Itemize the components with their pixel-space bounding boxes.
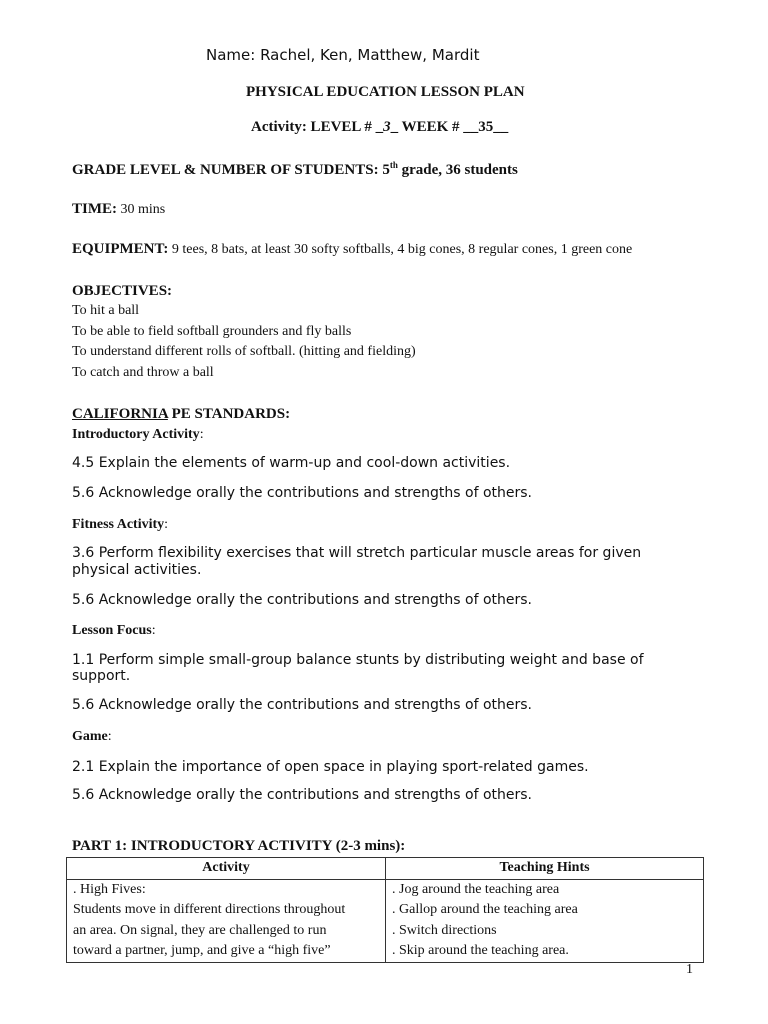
table-row — [67, 900, 704, 921]
part1-heading: PART 1: INTRODUCTORY ACTIVITY (2-3 mins): — [72, 838, 406, 854]
activity-line — [251, 119, 508, 136]
equipment-line — [72, 241, 632, 258]
game-label: Game: — [72, 729, 112, 744]
lesson-focus-label: Lesson Focus: — [72, 623, 156, 638]
page-number: 1 — [686, 962, 693, 977]
time-label: TIME: — [72, 201, 117, 217]
standard-item: 4.5 Explain the elements of warm-up and cool-down activities. — [72, 455, 511, 471]
objective-item: To understand different rolls of softball. (hitting and fielding) — [72, 344, 416, 359]
standards-state: CALIFORNIA — [72, 406, 168, 422]
grade-value: grade, 36 students — [397, 162, 518, 178]
standard-item-continuation: support. — [72, 668, 131, 684]
grade-superscript: th — [389, 160, 398, 170]
activity-cell: . High Fives: — [67, 879, 386, 900]
time-value: 30 mins — [117, 202, 166, 217]
intro-activity-table — [66, 857, 704, 963]
fitness-activity-label: Fitness Activity: — [72, 517, 169, 532]
time-line — [72, 201, 165, 218]
standard-item: 2.1 Explain the importance of open space in playing sport-related games. — [72, 759, 589, 775]
table-row — [67, 941, 704, 962]
standards-heading — [72, 406, 290, 423]
hint-cell: . Switch directions — [386, 921, 704, 942]
document-title: PHYSICAL EDUCATION LESSON PLAN — [246, 84, 525, 100]
standard-item: 3.6 Perform flexibility exercises that will stretch particular muscle areas for given — [72, 545, 642, 561]
objectives-heading: OBJECTIVES: — [72, 283, 173, 299]
activity-week: _ WEEK # __35__ — [390, 119, 509, 135]
activity-cell: Students move in different directions throughout — [67, 900, 386, 921]
grade-label: GRADE LEVEL & NUMBER OF STUDENTS: 5 — [72, 162, 390, 178]
standard-item: 5.6 Acknowledge orally the contributions and strengths of others. — [72, 787, 532, 803]
standard-item: 5.6 Acknowledge orally the contributions and strengths of others. — [72, 485, 532, 501]
table-row — [67, 879, 704, 900]
column-header-activity: Activity — [67, 858, 386, 880]
equipment-value: 9 tees, 8 bats, at least 30 softy softballs, 4 big cones, 8 regular cones, 1 green cone — [168, 242, 633, 257]
objective-item: To hit a ball — [72, 303, 140, 318]
student-names: Name: Rachel, Ken, Matthew, Mardit — [206, 46, 480, 64]
hint-cell: . Skip around the teaching area. — [386, 941, 704, 962]
standard-item-continuation: physical activities. — [72, 562, 202, 578]
hint-cell: . Gallop around the teaching area — [386, 900, 704, 921]
activity-cell: an area. On signal, they are challenged to run — [67, 921, 386, 942]
equipment-label: EQUIPMENT: — [72, 241, 169, 257]
standard-item: 5.6 Acknowledge orally the contributions and strengths of others. — [72, 592, 532, 608]
standard-item: 5.6 Acknowledge orally the contributions and strengths of others. — [72, 697, 532, 713]
activity-prefix: Activity: LEVEL # _ — [251, 119, 384, 135]
table-row — [67, 921, 704, 942]
activity-cell: toward a partner, jump, and give a “high five” — [67, 941, 386, 962]
table-header-row — [67, 858, 704, 880]
hint-cell: . Jog around the teaching area — [386, 879, 704, 900]
grade-line — [72, 160, 518, 179]
objective-item: To catch and throw a ball — [72, 365, 214, 380]
objective-item: To be able to field softball grounders and fly balls — [72, 324, 352, 339]
intro-activity-label: Introductory Activity: — [72, 427, 204, 442]
standards-heading-rest: PE STANDARDS: — [167, 406, 291, 422]
standard-item: 1.1 Perform simple small-group balance stunts by distributing weight and base of — [72, 652, 644, 668]
activity-level: 3 — [383, 119, 391, 135]
column-header-teaching-hints: Teaching Hints — [386, 858, 704, 880]
